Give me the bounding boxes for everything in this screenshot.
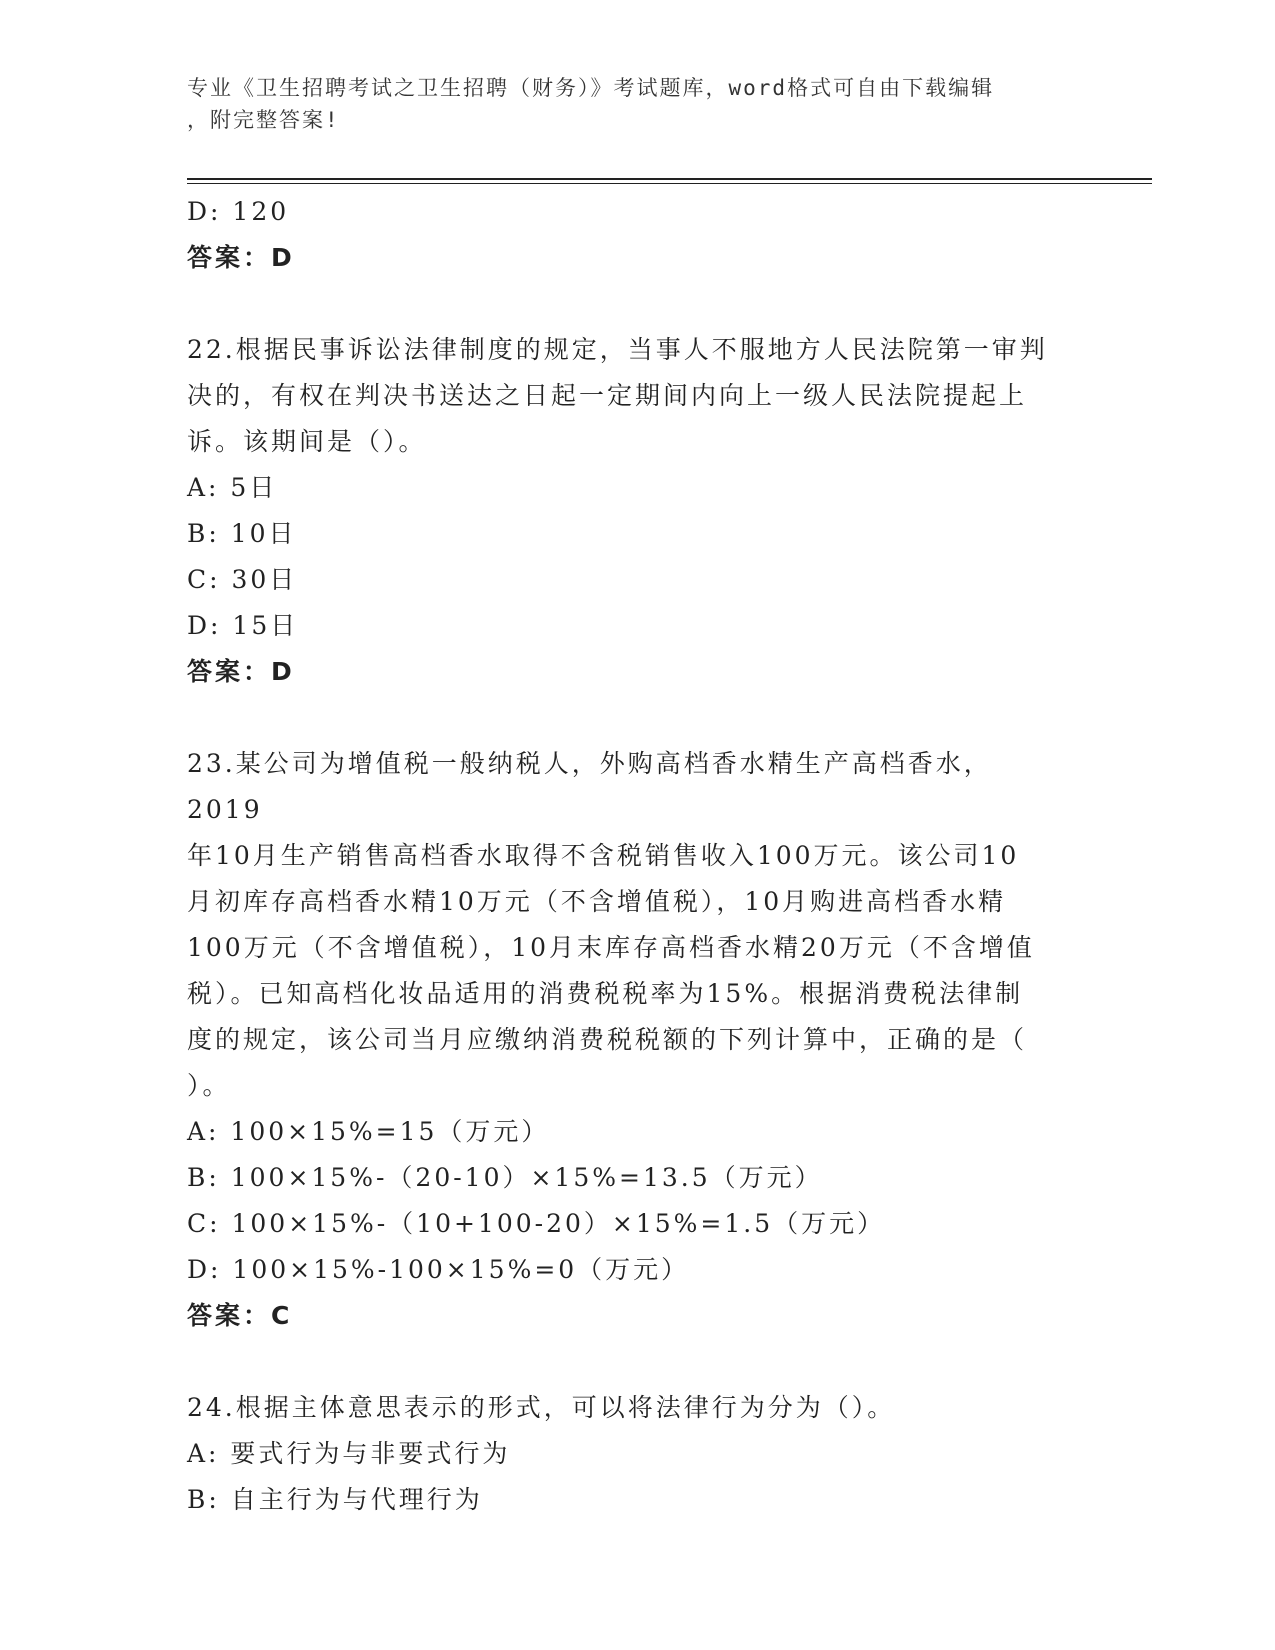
question-22 (187, 327, 1067, 695)
question-22-line-1: 22.根据民事诉讼法律制度的规定，当事人不服地方人民法院第一审判 (187, 335, 1048, 364)
question-23-line-6: 度的规定，该公司当月应缴纳消费税税额的下列计算中，正确的是（ (187, 1025, 1028, 1054)
question-23-line-5: 税）。已知高档化妆品适用的消费税税率为15%。根据消费税法律制 (187, 979, 1024, 1008)
question-list (187, 189, 1067, 1523)
spacer (187, 281, 1067, 327)
question-23-option-c: C: 100×15%-（10+100-20）×15%=1.5（万元） (187, 1209, 886, 1238)
question-24-line-1: 24.根据主体意思表示的形式，可以将法律行为分为（）。 (187, 1393, 896, 1422)
header-divider-thick (187, 178, 1152, 180)
prev-answer: 答案：D (187, 243, 295, 272)
question-24 (187, 1385, 1067, 1523)
spacer (187, 695, 1067, 741)
question-23-line-4: 100万元（不含增值税），10月末库存高档香水精20万元（不含增值 (187, 933, 1035, 962)
page-header (187, 72, 1067, 136)
question-23-option-d: D: 100×15%-100×15%=0（万元） (187, 1255, 690, 1284)
question-24-option-a: A: 要式行为与非要式行为 (187, 1439, 511, 1468)
question-23-line-1: 23.某公司为增值税一般纳税人，外购高档香水精生产高档香水，2019 (187, 749, 992, 824)
question-23-line-7: ）。 (187, 1071, 231, 1100)
question-22-line-3: 诉。该期间是（）。 (187, 427, 427, 456)
question-23-answer: 答案：C (187, 1301, 293, 1330)
header-divider-thin (187, 183, 1152, 184)
question-23-line-3: 月初库存高档香水精10万元（不含增值税），10月购进高档香水精 (187, 887, 1007, 916)
question-24-option-b: B: 自主行为与代理行为 (187, 1485, 483, 1514)
question-23 (187, 741, 1067, 1339)
spacer (187, 1339, 1067, 1385)
question-22-option-b: B: 10日 (187, 519, 297, 548)
header-line-1: 专业《卫生招聘考试之卫生招聘（财务）》考试题库，word格式可自由下载编辑 (187, 76, 995, 100)
question-22-answer: 答案：D (187, 657, 295, 686)
question-22-option-d: D: 15日 (187, 611, 299, 640)
question-23-line-2: 年10月生产销售高档香水取得不含税销售收入100万元。该公司10 (187, 841, 1020, 870)
question-23-option-a: A: 100×15%=15（万元） (187, 1117, 550, 1146)
question-22-option-c: C: 30日 (187, 565, 298, 594)
question-22-option-a: A: 5日 (187, 473, 278, 502)
question-23-option-b: B: 100×15%-（20-10）×15%=13.5（万元） (187, 1163, 823, 1192)
prev-option-d: D: 120 (187, 197, 290, 226)
header-line-2: ，附完整答案! (187, 108, 340, 132)
question-22-line-2: 决的，有权在判决书送达之日起一定期间内向上一级人民法院提起上 (187, 381, 1028, 410)
